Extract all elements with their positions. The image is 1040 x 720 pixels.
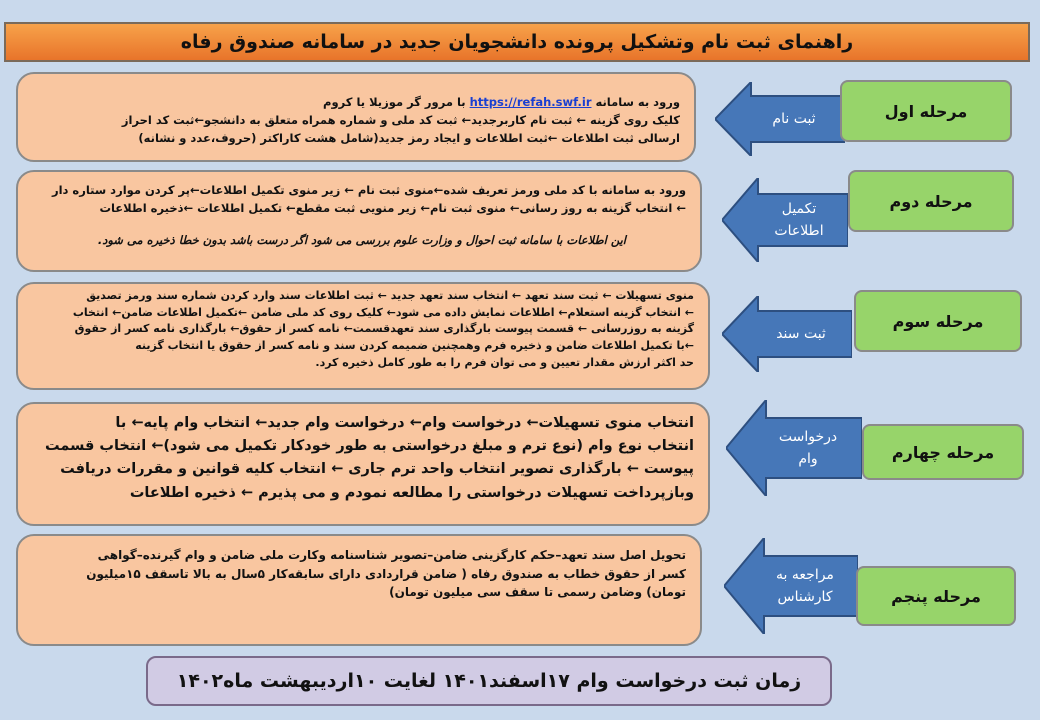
stage-2-arrow (722, 178, 848, 262)
stage-2-line-1: ورود به سامانه با کد ملی ورمز تعریف شده←منوی ثبت نام ← زیر منوی تکمیل اطلاعات←پر کردن موارد ستاره دار (51, 183, 686, 197)
stage-1-arrow (715, 82, 845, 156)
stage-4-line-2: انتخاب نوع وام (نوع ترم و مبلغ درخواستی به طور خودکار تکمیل می شود)← انتخاب قسمت (45, 438, 694, 455)
stage-2-button[interactable]: مرحله دوم (848, 170, 1014, 232)
stage-4-arrow-label: درخواست وام (778, 428, 838, 467)
stage-3-line-1: منوی تسهیلات ← ثبت سند تعهد ← انتخاب سند تعهد جدید ← ثبت اطلاعات سند وارد کردن شماره سند ورمز تصدیق (86, 289, 694, 302)
registration-period-banner: زمان ثبت درخواست وام ۱۷اسفند۱۴۰۱ لغایت ۱۰اردیبهشت ماه۱۴۰۲ (146, 656, 832, 706)
stage-1-line-1: ورود به سامانه https://refah.swf.ir با مرور گر موزیلا یا کروم (323, 95, 680, 109)
stage-5-arrow (724, 538, 858, 634)
stage-5-arrow-label: مراجعه به کارشناس (776, 566, 834, 605)
stage-3-arrow-label: ثبت سند (776, 325, 826, 342)
stage-3-line-4: ←با تکمیل اطلاعات ضامن و ذخیره فرم وهمچنین ضمیمه کردن سند و نامه کسر از حقوق یا انتخاب گزینه (135, 339, 694, 353)
stage-1-line-3: ارسالی ثبت اطلاعات ←ثبت اطلاعات و ایجاد رمز جدید(شامل هشت کاراکتر (حروف،عدد و نشانه) (138, 130, 680, 145)
stage-3-line-3: گزینه به روزرسانی ← قسمت پیوست بارگذاری سند تعهدقسمت← نامه کسر از حقوق← بارگذاری نامه کسر از حقوق (74, 322, 694, 336)
stage-5-instructions (16, 534, 702, 646)
stage-4-arrow (726, 400, 862, 496)
stage-2-line-2: ← انتخاب گزینه به روز رسانی← منوی ثبت نام← زیر منویی ثبت مقطع← تکمیل اطلاعات ←ذخیره اطلاعات (99, 200, 686, 215)
stage-4-line-1: انتخاب منوی تسهیلات← درخواست وام← درخواست وام جدید← انتخاب وام پایه← با (115, 415, 694, 431)
stage-1-line-2: کلیک روی گزینه ← ثبت نام کاربرجدید← ثبت کد ملی و شماره همراه متعلق به دانشجو←ثبت کد احراز (121, 112, 680, 127)
stage-3-arrow (722, 296, 852, 372)
refah-link[interactable]: https://refah.swf.ir (469, 95, 592, 109)
page-title: راهنمای ثبت نام وتشکیل پرونده دانشجویان جدید در سامانه صندوق رفاه (4, 22, 1030, 62)
stage-3-instructions (16, 282, 710, 390)
stage-4-button[interactable]: مرحله چهارم (862, 424, 1024, 480)
stage-5-button[interactable]: مرحله پنجم (856, 566, 1016, 626)
stage-4-line-4: وبازپرداخت تسهیلات درخواستی را مطالعه نمودم و می پذیرم ← ذخیره اطلاعات (129, 484, 694, 501)
stage-1-arrow-label: ثبت نام (772, 110, 816, 127)
stage-2-instructions (16, 170, 702, 272)
stage-4-line-3: پیوست ← بارگذاری تصویر انتخاب واحد ترم جاری ← انتخاب کلیه قوانین و مقررات دریافت (60, 461, 694, 478)
stage-3-line-5: حد اکثر ارزش مقدار تعیین و می توان فرم را به طور کامل ذخیره کرد. (315, 355, 694, 369)
stage-5-line-1: تحویل اصل سند تعهد–حکم کارگزینی ضامن–تصویر شناسنامه وکارت ملی ضامن و وام گیرنده–گواهی (97, 548, 686, 562)
stage-2-arrow-label: تکمیل اطلاعات (774, 200, 824, 239)
stage-5-line-2: کسر از حقوق خطاب به صندوق رفاه ( ضامن قراردادی دارای سابقه‌کار ۵سال به بالا تاسقف ۱۵میلیون (86, 566, 686, 581)
stage-1-button[interactable]: مرحله اول (840, 80, 1012, 142)
stage-3-line-2: ← انتخاب گزینه استعلام← اطلاعات نمایش داده می شود← کلیک روی کد ملی ضامن ←تکمیل اطلاعات ضامن← انتخاب (72, 305, 694, 319)
stage-4-instructions (16, 402, 710, 526)
stage-5-line-3: تومان) وضامن رسمی تا سقف سی میلیون تومان) (389, 585, 686, 600)
stage-2-note: این اطلاعات با سامانه ثبت احوال و وزارت علوم بررسی می شود اگر درست باشد بدون خطا ذخیره می شود. (97, 232, 626, 247)
stage-1-instructions (16, 72, 696, 162)
stage-3-button[interactable]: مرحله سوم (854, 290, 1022, 352)
